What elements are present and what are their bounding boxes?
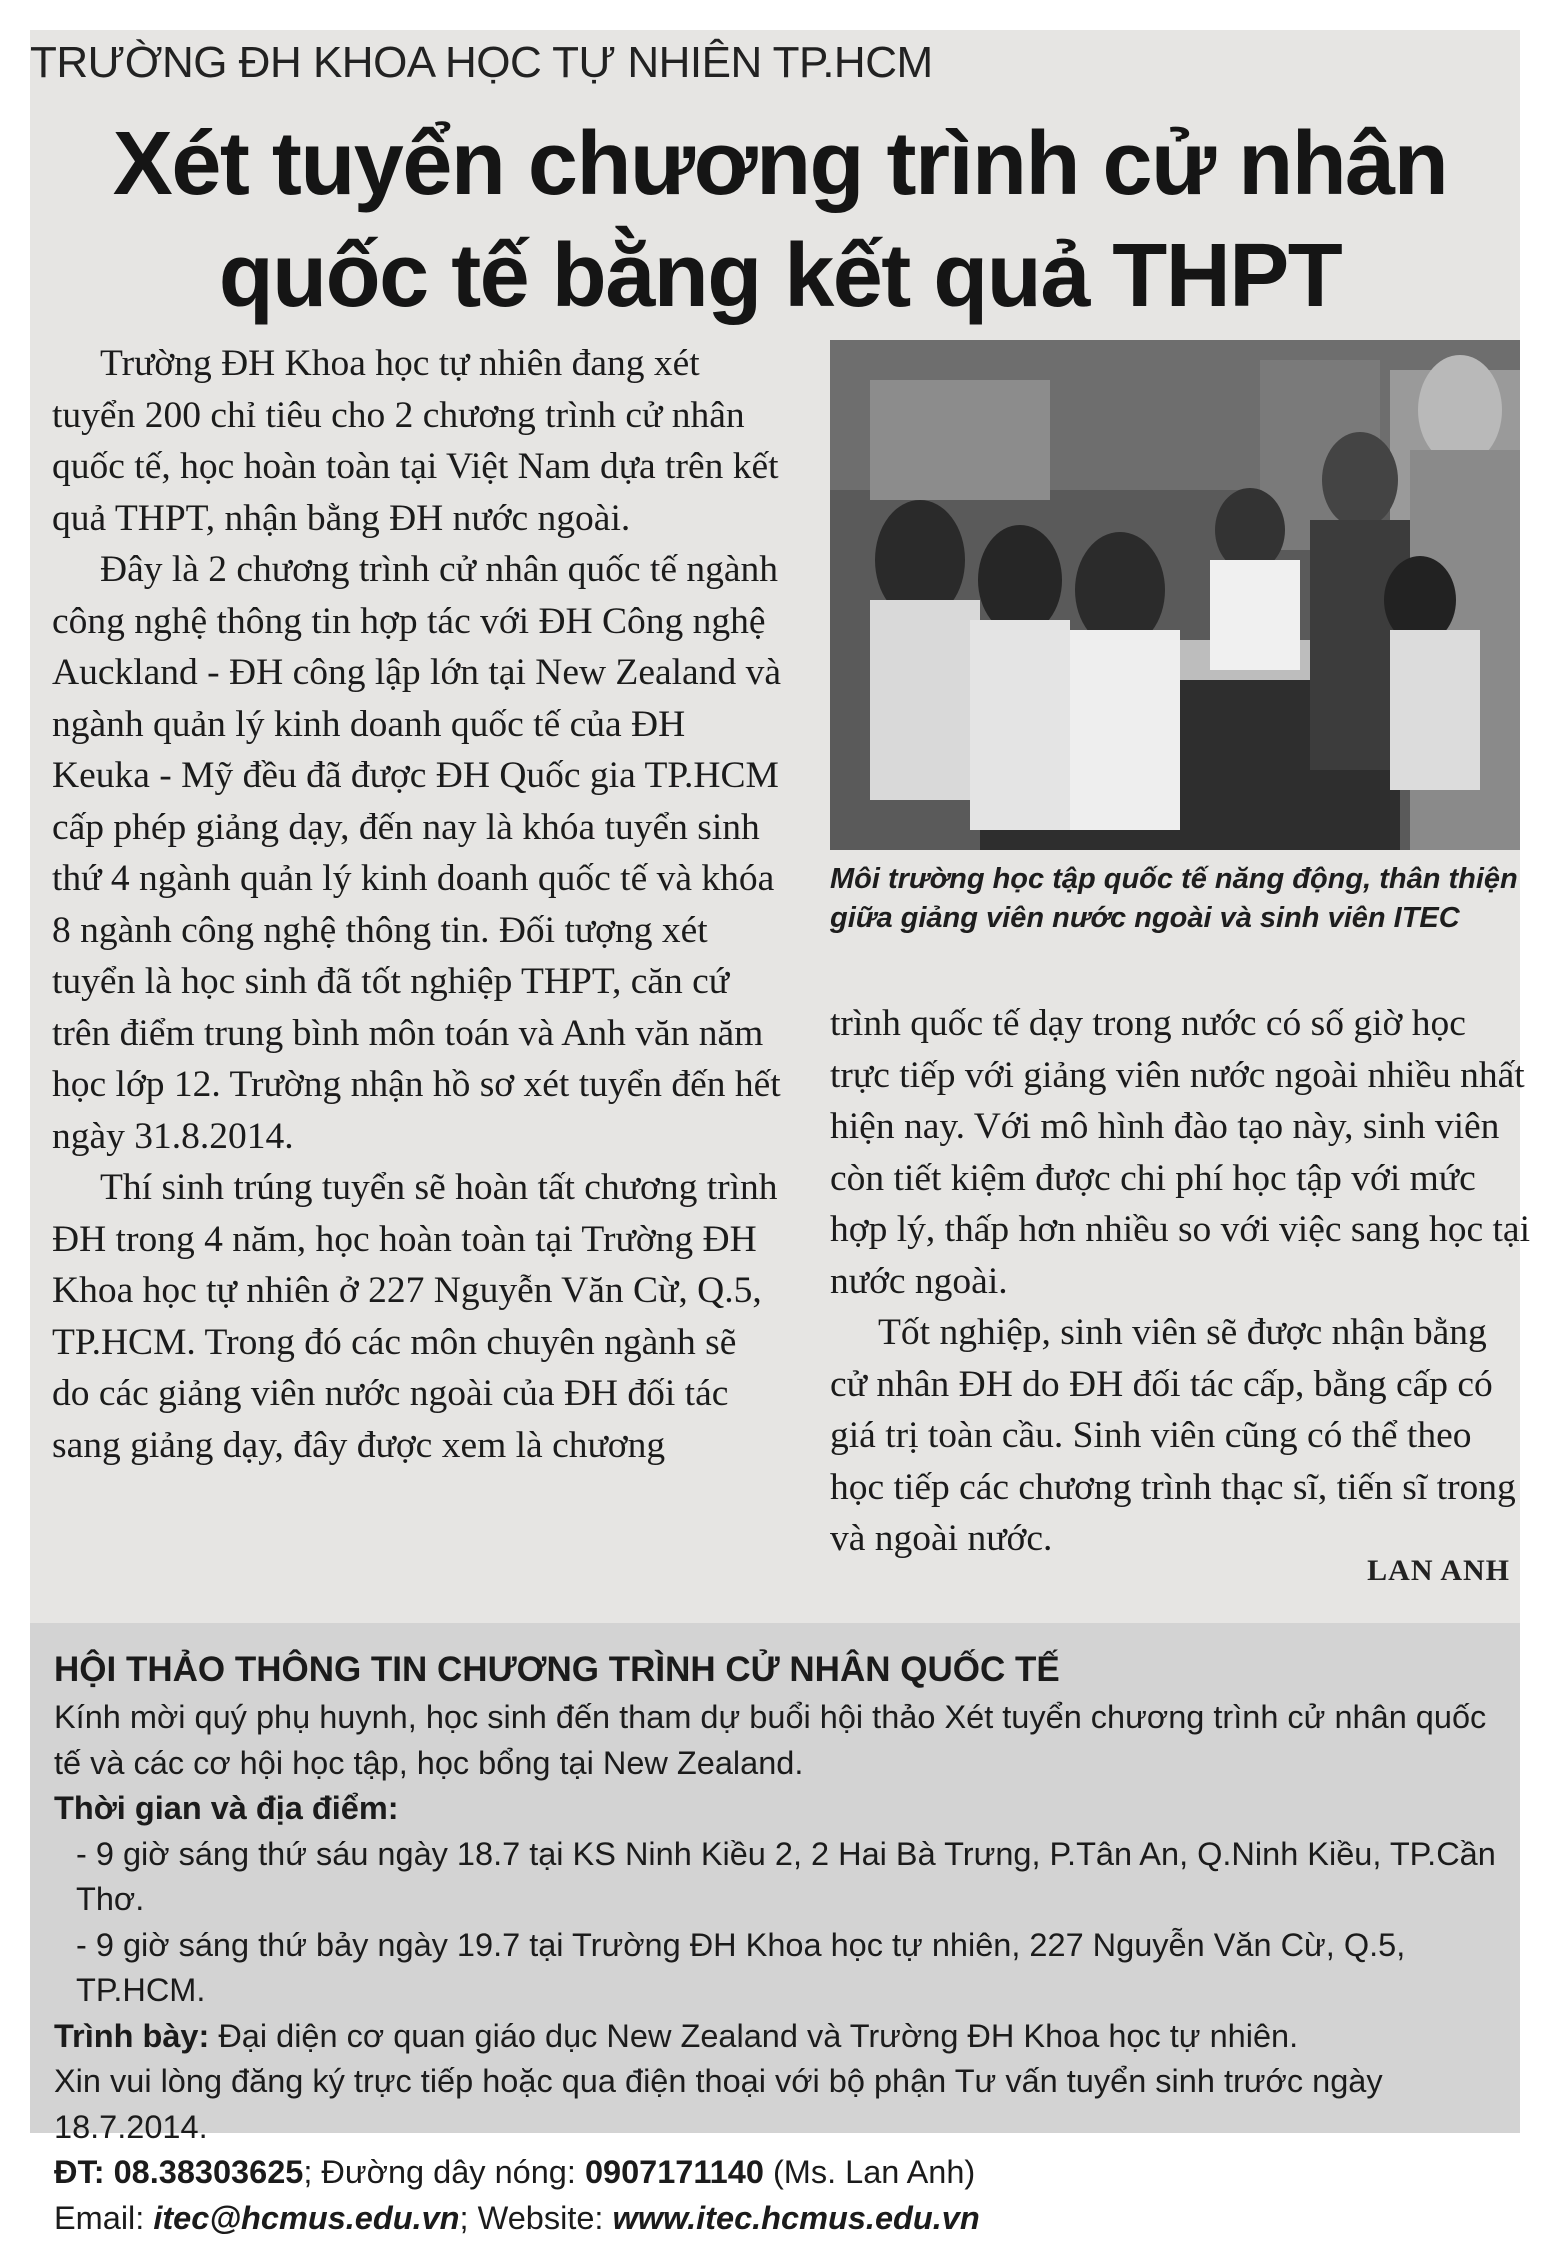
email-label: Email:	[54, 2200, 144, 2236]
phone-label: ĐT:	[54, 2154, 105, 2190]
paragraph: trình quốc tế dạy trong nước có số giờ học trực tiếp với giảng viên nước ngoài nhiều nhất hiện nay. Với mô hình đào tạo này, sinh viên còn tiết kiệm được chi phí học tập với mức hợp lý, thấp hơn nhiều so với việc sang học tại nước ngoài.	[830, 998, 1530, 1307]
kicker: TRƯỜNG ĐH KHOA HỌC TỰ NHIÊN TP.HCM	[30, 38, 1110, 88]
newspaper-clipping	[30, 30, 1520, 2133]
paragraph: Trường ĐH Khoa học tự nhiên đang xét tuyển 200 chỉ tiêu cho 2 chương trình cử nhân quốc tế, học hoàn toàn tại Việt Nam dựa trên kết quả THPT, nhận bằng ĐH nước ngoài.	[52, 338, 782, 544]
presenter-label: Trình bày:	[54, 2018, 209, 2054]
presenter-line	[54, 2014, 1496, 2060]
hotline-number: 0907171140	[585, 2154, 764, 2190]
presenter-text: Đại diện cơ quan giáo dục New Zealand và Trường ĐH Khoa học tự nhiên.	[218, 2018, 1298, 2054]
article-column-right	[830, 998, 1530, 1565]
headline	[90, 108, 1470, 332]
email-address: itec@hcmus.edu.vn	[153, 2200, 459, 2236]
article-column-left	[52, 338, 782, 1471]
article-photo	[830, 340, 1520, 850]
session-item: - 9 giờ sáng thứ bảy ngày 19.7 tại Trường ĐH Khoa học tự nhiên, 227 Nguyễn Văn Cừ, Q.5, TP.HCM.	[54, 1923, 1496, 2014]
session-item: - 9 giờ sáng thứ sáu ngày 18.7 tại KS Ninh Kiều 2, 2 Hai Bà Trưng, P.Tân An, Q.Ninh Kiều, TP.Cần Thơ.	[54, 1832, 1496, 1923]
phone-number: 08.38303625	[114, 2154, 304, 2190]
headline-line-1: Xét tuyển chương trình cử nhân	[90, 108, 1470, 220]
hotline-label: ; Đường dây nóng:	[303, 2154, 576, 2190]
seminar-info-box	[30, 1623, 1520, 2133]
author-byline: LAN ANH	[1367, 1554, 1510, 1588]
classroom-photo	[830, 340, 1520, 850]
registration-text: Xin vui lòng đăng ký trực tiếp hoặc qua điện thoại với bộ phận Tư vấn tuyển sinh trước ngày 18.7.2014.	[54, 2059, 1496, 2150]
box-title: HỘI THẢO THÔNG TIN CHƯƠNG TRÌNH CỬ NHÂN QUỐC TẾ	[54, 1645, 1496, 1695]
website-url: www.itec.hcmus.edu.vn	[612, 2200, 979, 2236]
paragraph: Đây là 2 chương trình cử nhân quốc tế ngành công nghệ thông tin hợp tác với ĐH Công nghệ Auckland - ĐH công lập lớn tại New Zealand và ngành quản lý kinh doanh quốc tế của ĐH Keuka - Mỹ đều đã được ĐH Quốc gia TP.HCM cấp phép giảng dạy, đến nay là khóa tuyển sinh thứ 4 ngành quản lý kinh doanh quốc tế và khóa 8 ngành công nghệ thông tin. Đối tượng xét tuyển là học sinh đã tốt nghiệp THPT, căn cứ trên điểm trung bình môn toán và Anh văn năm học lớp 12. Trường nhận hồ sơ xét tuyển đến hết ngày 31.8.2014.	[52, 544, 782, 1162]
headline-line-2: quốc tế bằng kết quả THPT	[90, 220, 1470, 332]
paragraph: Tốt nghiệp, sinh viên sẽ được nhận bằng cử nhân ĐH do ĐH đối tác cấp, bằng cấp có giá trị toàn cầu. Sinh viên cũng có thể theo học tiếp các chương trình thạc sĩ, tiến sĩ trong và ngoài nước.	[830, 1307, 1530, 1565]
hotline-contact: (Ms. Lan Anh)	[773, 2154, 975, 2190]
photo-caption: Môi trường học tập quốc tế năng động, thân thiện giữa giảng viên nước ngoài và sinh viên ITEC	[830, 860, 1520, 938]
website-label: ; Website:	[460, 2200, 604, 2236]
invitation-text: Kính mời quý phụ huynh, học sinh đến tham dự buổi hội thảo Xét tuyển chương trình cử nhân quốc tế và các cơ hội học tập, học bổng tại New Zealand.	[54, 1695, 1496, 1786]
time-place-label: Thời gian và địa điểm:	[54, 1786, 1496, 1832]
contact-phone-line	[54, 2150, 1496, 2196]
paragraph: Thí sinh trúng tuyển sẽ hoàn tất chương trình ĐH trong 4 năm, học hoàn toàn tại Trường ĐH Khoa học tự nhiên ở 227 Nguyễn Văn Cừ, Q.5, TP.HCM. Trong đó các môn chuyên ngành sẽ do các giảng viên nước ngoài của ĐH đối tác sang giảng dạy, đây được xem là chương	[52, 1162, 782, 1471]
contact-web-line	[54, 2196, 1496, 2241]
